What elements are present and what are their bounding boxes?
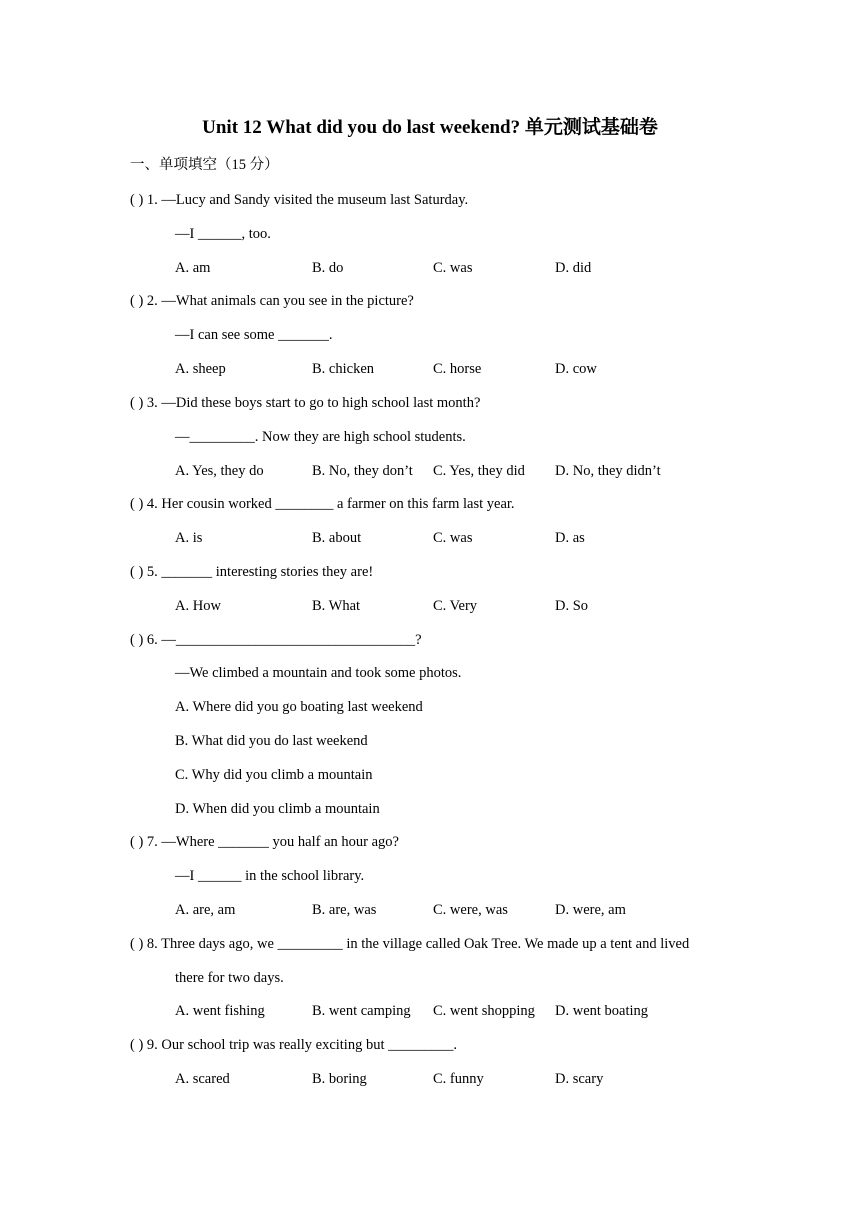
question-6-option-a: A. Where did you go boating last weekend	[175, 699, 423, 715]
question-7-option-b: B. are, was	[312, 902, 377, 918]
question-5-stem: ( ) 5. _______ interesting stories they are!	[130, 564, 374, 580]
question-2-response: —I can see some _______.	[175, 327, 333, 343]
question-8-option-a: A. went fishing	[175, 1003, 265, 1019]
question-3-option-b: B. No, they don’t	[312, 463, 413, 479]
question-2-option-b: B. chicken	[312, 361, 375, 377]
question-6-response: —We climbed a mountain and took some photos.	[175, 665, 462, 681]
question-3-response: —_________. Now they are high school students.	[175, 429, 466, 445]
question-1-option-b: B. do	[312, 260, 344, 276]
question-8-continuation: there for two days.	[175, 970, 284, 986]
question-2-option-d: D. cow	[555, 361, 597, 377]
question-4-option-d: D. as	[555, 530, 585, 546]
question-5-option-b: B. What	[312, 598, 361, 614]
question-9-option-b: B. boring	[312, 1071, 367, 1087]
page-title: Unit 12 What did you do last weekend? 单元测试基础卷	[202, 117, 658, 138]
question-9-option-c: C. funny	[433, 1071, 484, 1087]
question-9-option-a: A. scared	[175, 1071, 230, 1087]
question-1-response: —I ______, too.	[175, 226, 271, 242]
question-4-option-a: A. is	[175, 530, 203, 546]
question-1-option-a: A. am	[175, 260, 211, 276]
question-4-stem: ( ) 4. Her cousin worked ________ a farmer on this farm last year.	[130, 496, 515, 512]
question-3-option-a: A. Yes, they do	[175, 463, 264, 479]
question-5-option-a: A. How	[175, 598, 221, 614]
question-1-stem: ( ) 1. —Lucy and Sandy visited the museum last Saturday.	[130, 192, 469, 208]
question-5-option-c: C. Very	[433, 598, 478, 614]
section-heading: 一、单项填空（15 分）	[130, 157, 279, 173]
question-8-option-b: B. went camping	[312, 1003, 411, 1019]
question-6-stem: ( ) 6. —_________________________________?	[130, 632, 422, 648]
question-3-option-d: D. No, they didn’t	[555, 463, 661, 479]
question-7-option-a: A. are, am	[175, 902, 236, 918]
question-4-option-b: B. about	[312, 530, 362, 546]
question-8-option-c: C. went shopping	[433, 1003, 535, 1019]
question-9-option-d: D. scary	[555, 1071, 604, 1087]
question-1-option-c: C. was	[433, 260, 473, 276]
question-3-stem: ( ) 3. —Did these boys start to go to high school last month?	[130, 395, 481, 411]
question-7-option-d: D. were, am	[555, 902, 626, 918]
question-8-option-d: D. went boating	[555, 1003, 649, 1019]
question-6-option-c: C. Why did you climb a mountain	[175, 767, 373, 783]
question-2-stem: ( ) 2. —What animals can you see in the picture?	[130, 293, 414, 309]
question-2-option-a: A. sheep	[175, 361, 226, 377]
question-2-option-c: C. horse	[433, 361, 482, 377]
question-7-stem: ( ) 7. —Where _______ you half an hour ago?	[130, 834, 399, 850]
question-8-stem: ( ) 8. Three days ago, we _________ in the village called Oak Tree. We made up a tent and lived	[130, 936, 690, 952]
question-7-option-c: C. were, was	[433, 902, 508, 918]
question-4-option-c: C. was	[433, 530, 473, 546]
question-7-response: —I ______ in the school library.	[175, 868, 365, 884]
question-5-option-d: D. So	[555, 598, 589, 614]
question-6-option-b: B. What did you do last weekend	[175, 733, 368, 749]
question-3-option-c: C. Yes, they did	[433, 463, 525, 479]
question-9-stem: ( ) 9. Our school trip was really exciting but _________.	[130, 1037, 457, 1053]
question-6-option-d: D. When did you climb a mountain	[175, 801, 380, 817]
question-1-option-d: D. did	[555, 260, 592, 276]
